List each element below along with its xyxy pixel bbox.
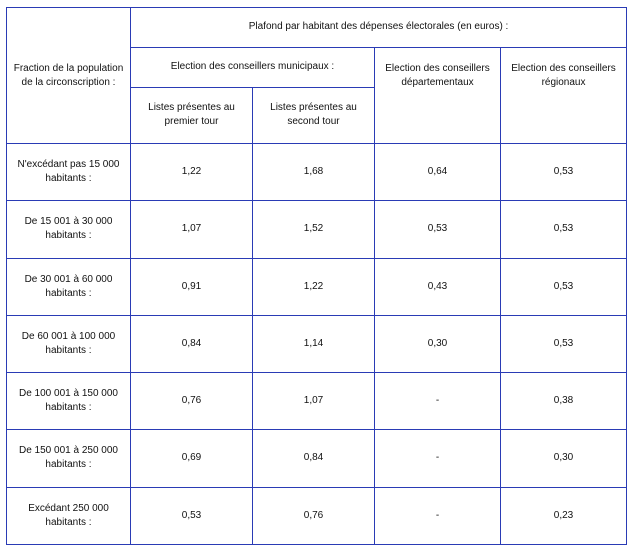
header-regionaux-cell [501,47,627,143]
premier-tour-value: 0,76 [131,373,253,430]
table-row [7,201,627,258]
header-fraction-cell [7,8,131,144]
second-tour-value: 1,07 [253,373,375,430]
table-row [7,258,627,315]
premier-tour-value: 0,53 [131,487,253,544]
table-row [7,373,627,430]
second-tour-value: 0,84 [253,430,375,487]
header-plafond-label: Plafond par habitant des dépenses électorales (en euros) : [248,21,509,33]
second-tour-value: 1,14 [253,315,375,372]
fraction-cell: De 60 001 à 100 000 habitants : [7,315,131,372]
fraction-cell: Excédant 250 000 habitants : [7,487,131,544]
fraction-cell: De 150 001 à 250 000 habitants : [7,430,131,487]
header-municipaux-label: Election des conseillers municipaux : [170,61,335,73]
header-row-1 [7,8,627,48]
departementaux-value: - [375,373,501,430]
second-tour-value: 1,52 [253,201,375,258]
departementaux-value: 0,30 [375,315,501,372]
fraction-cell: De 100 001 à 150 000 habitants : [7,373,131,430]
fraction-cell: De 30 001 à 60 000 habitants : [7,258,131,315]
header-plafond-cell [131,8,627,48]
premier-tour-value: 0,91 [131,258,253,315]
table-row [7,315,627,372]
fraction-cell: N'excédant pas 15 000 habitants : [7,144,131,201]
header-second-tour-label: Listes présentes au second tour [270,102,357,128]
table-row [7,487,627,544]
header-regionaux-label: Election des conseillers régionaux [511,62,616,88]
header-premier-tour-cell [131,87,253,143]
premier-tour-value: 0,69 [131,430,253,487]
premier-tour-value: 1,22 [131,144,253,201]
fraction-cell: De 15 001 à 30 000 habitants : [7,201,131,258]
regionaux-value: 0,38 [501,373,627,430]
header-premier-tour-label: Listes présentes au premier tour [148,102,235,128]
table-row [7,430,627,487]
second-tour-value: 0,76 [253,487,375,544]
regionaux-value: 0,53 [501,144,627,201]
regionaux-value: 0,23 [501,487,627,544]
departementaux-value: 0,64 [375,144,501,201]
departementaux-value: 0,53 [375,201,501,258]
table-container [6,7,626,545]
regionaux-value: 0,53 [501,315,627,372]
second-tour-value: 1,68 [253,144,375,201]
premier-tour-value: 1,07 [131,201,253,258]
header-fraction-label: Fraction de la population de la circonscription : [13,62,124,88]
table-row [7,144,627,201]
spending-ceiling-table [6,7,627,545]
departementaux-value: - [375,430,501,487]
departementaux-value: 0,43 [375,258,501,315]
header-departementaux-cell [375,47,501,143]
header-departementaux-label: Election des conseillers départementaux [385,62,490,88]
second-tour-value: 1,22 [253,258,375,315]
premier-tour-value: 0,84 [131,315,253,372]
regionaux-value: 0,53 [501,258,627,315]
regionaux-value: 0,53 [501,201,627,258]
header-second-tour-cell [253,87,375,143]
regionaux-value: 0,30 [501,430,627,487]
departementaux-value: - [375,487,501,544]
header-municipaux-cell [131,47,375,87]
